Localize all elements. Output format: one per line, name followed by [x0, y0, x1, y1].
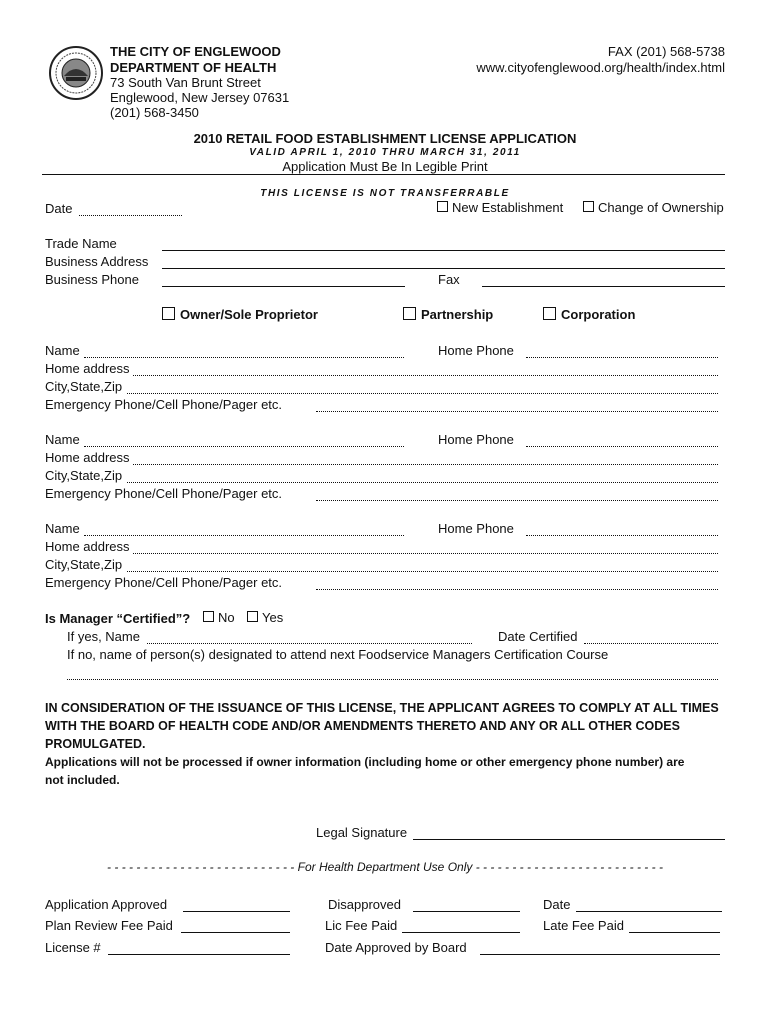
change-ownership-label: Change of Ownership	[598, 200, 724, 215]
new-establishment-label: New Establishment	[452, 200, 564, 215]
late-fee-field[interactable]	[629, 932, 720, 933]
city-address: Englewood, New Jersey 07631	[110, 90, 290, 105]
date-approved-board-label: Date Approved by Board	[325, 940, 467, 955]
fax-number: FAX (201) 568-5738	[607, 44, 725, 59]
owner2-city-label: City,State,Zip	[45, 468, 123, 483]
owner2-emergency-field[interactable]	[316, 500, 718, 501]
agreement-line-1: IN CONSIDERATION OF THE ISSUANCE OF THIS LICENSE, THE APPLICANT AGREES TO COMPLY AT ALL TIMES	[45, 701, 719, 715]
lic-fee-field[interactable]	[402, 932, 520, 933]
validity-period: VALID APRIL 1, 2010 THRU MARCH 31, 2011	[249, 147, 521, 158]
manager-no-checkbox[interactable]	[203, 611, 214, 622]
owner2-city-field[interactable]	[127, 482, 718, 483]
owner3-city-field[interactable]	[127, 571, 718, 572]
owner3-emergency-field[interactable]	[316, 589, 718, 590]
website-link[interactable]: www.cityofenglewood.org/health/index.html	[476, 60, 725, 75]
owner1-home-phone-label: Home Phone	[438, 343, 514, 358]
trade-name-field[interactable]	[162, 250, 725, 251]
org-name: THE CITY OF ENGLEWOOD	[110, 44, 281, 59]
owner1-city-field[interactable]	[127, 393, 718, 394]
manager-yes-option[interactable]	[247, 610, 283, 625]
owner2-home-address-field[interactable]	[133, 464, 718, 465]
disapproved-label: Disapproved	[328, 897, 401, 912]
owner-label: Owner/Sole Proprietor	[180, 307, 318, 322]
partnership-checkbox[interactable]	[403, 307, 416, 320]
phone-number: (201) 568-3450	[110, 105, 199, 120]
business-address-field[interactable]	[162, 268, 725, 269]
office-date-field[interactable]	[576, 911, 722, 912]
partnership-label: Partnership	[421, 307, 494, 322]
designee-label: If no, name of person(s) designated to attend next Foodservice Managers Certification Course	[67, 647, 609, 662]
license-number-field[interactable]	[108, 954, 290, 955]
manager-certified-question: Is Manager “Certified”?	[45, 611, 191, 626]
owner2-emergency-label: Emergency Phone/Cell Phone/Pager etc.	[45, 486, 283, 501]
not-transferable-note: THIS LICENSE IS NOT TRANSFERRABLE	[260, 188, 510, 199]
trade-name-label: Trade Name	[45, 236, 117, 251]
owner-option[interactable]	[162, 307, 318, 322]
manager-no-label: No	[218, 610, 235, 625]
date-field[interactable]	[79, 215, 182, 216]
change-ownership-option[interactable]	[583, 200, 724, 215]
owner3-name-field[interactable]	[84, 535, 404, 536]
owner3-home-address-field[interactable]	[133, 553, 718, 554]
owner1-home-address-label: Home address	[45, 361, 130, 376]
business-phone-field[interactable]	[162, 286, 405, 287]
fax-field[interactable]	[482, 286, 725, 287]
owner1-name-label: Name	[45, 343, 80, 358]
owner3-home-phone-field[interactable]	[526, 535, 718, 536]
owner2-home-phone-field[interactable]	[526, 446, 718, 447]
designee-field[interactable]	[67, 679, 718, 680]
owner3-name-label: Name	[45, 521, 80, 536]
department-name: DEPARTMENT OF HEALTH	[110, 60, 277, 75]
owner1-home-phone-field[interactable]	[526, 357, 718, 358]
office-date-label: Date	[543, 897, 571, 912]
owner1-home-address-field[interactable]	[133, 375, 718, 376]
manager-name-field[interactable]	[147, 643, 472, 644]
office-use-divider: - - - - - - - - - - - - - - - - - - - - - - - - - - For Health Department Use Only - - - - - - - - - - - - - - - - - - - - - - - - - -	[107, 860, 663, 874]
date-label: Date	[45, 201, 73, 216]
city-seal-icon	[48, 44, 104, 102]
owner1-name-field[interactable]	[84, 357, 404, 358]
title-divider	[42, 174, 725, 175]
partnership-option[interactable]	[403, 307, 493, 322]
change-ownership-checkbox[interactable]	[583, 201, 594, 212]
agreement-line-3: PROMULGATED.	[45, 737, 146, 751]
application-approved-field[interactable]	[183, 911, 290, 912]
manager-no-option[interactable]	[203, 610, 235, 625]
application-approved-label: Application Approved	[45, 897, 168, 912]
legal-signature-field[interactable]	[413, 839, 725, 840]
corporation-option[interactable]	[543, 307, 635, 322]
legal-signature-label: Legal Signature	[316, 825, 408, 840]
date-certified-field[interactable]	[584, 643, 718, 644]
owner1-city-label: City,State,Zip	[45, 379, 123, 394]
owner2-home-address-label: Home address	[45, 450, 130, 465]
street-address: 73 South Van Brunt Street	[110, 75, 261, 90]
owner-checkbox[interactable]	[162, 307, 175, 320]
owner2-name-label: Name	[45, 432, 80, 447]
business-phone-label: Business Phone	[45, 272, 139, 287]
manager-name-label: If yes, Name	[67, 629, 140, 644]
owner3-home-address-label: Home address	[45, 539, 130, 554]
business-address-label: Business Address	[45, 254, 149, 269]
fax-label: Fax	[438, 272, 460, 287]
manager-yes-label: Yes	[262, 610, 284, 625]
lic-fee-label: Lic Fee Paid	[325, 918, 398, 933]
corporation-checkbox[interactable]	[543, 307, 556, 320]
owner3-home-phone-label: Home Phone	[438, 521, 514, 536]
new-establishment-option[interactable]	[437, 200, 563, 215]
date-certified-label: Date Certified	[498, 629, 578, 644]
date-approved-board-field[interactable]	[480, 954, 720, 955]
corporation-label: Corporation	[561, 307, 636, 322]
new-establishment-checkbox[interactable]	[437, 201, 448, 212]
legible-print-note: Application Must Be In Legible Print	[282, 159, 488, 174]
owner3-city-label: City,State,Zip	[45, 557, 123, 572]
agreement-line-2: WITH THE BOARD OF HEALTH CODE AND/OR AMENDMENTS THERETO AND ANY OR ALL OTHER CODES	[45, 719, 680, 733]
manager-yes-checkbox[interactable]	[247, 611, 258, 622]
owner1-emergency-label: Emergency Phone/Cell Phone/Pager etc.	[45, 397, 283, 412]
plan-review-fee-label: Plan Review Fee Paid	[45, 918, 173, 933]
plan-review-fee-field[interactable]	[181, 932, 290, 933]
owner2-home-phone-label: Home Phone	[438, 432, 514, 447]
agreement-line-5: not included.	[45, 773, 120, 787]
agreement-line-4: Applications will not be processed if owner information (including home or other emergency phone number) are	[45, 755, 685, 769]
owner3-emergency-label: Emergency Phone/Cell Phone/Pager etc.	[45, 575, 283, 590]
owner2-name-field[interactable]	[84, 446, 404, 447]
license-number-label: License #	[45, 940, 101, 955]
form-title: 2010 RETAIL FOOD ESTABLISHMENT LICENSE APPLICATION	[193, 131, 577, 146]
owner1-emergency-field[interactable]	[316, 411, 718, 412]
disapproved-field[interactable]	[413, 911, 520, 912]
late-fee-label: Late Fee Paid	[543, 918, 624, 933]
